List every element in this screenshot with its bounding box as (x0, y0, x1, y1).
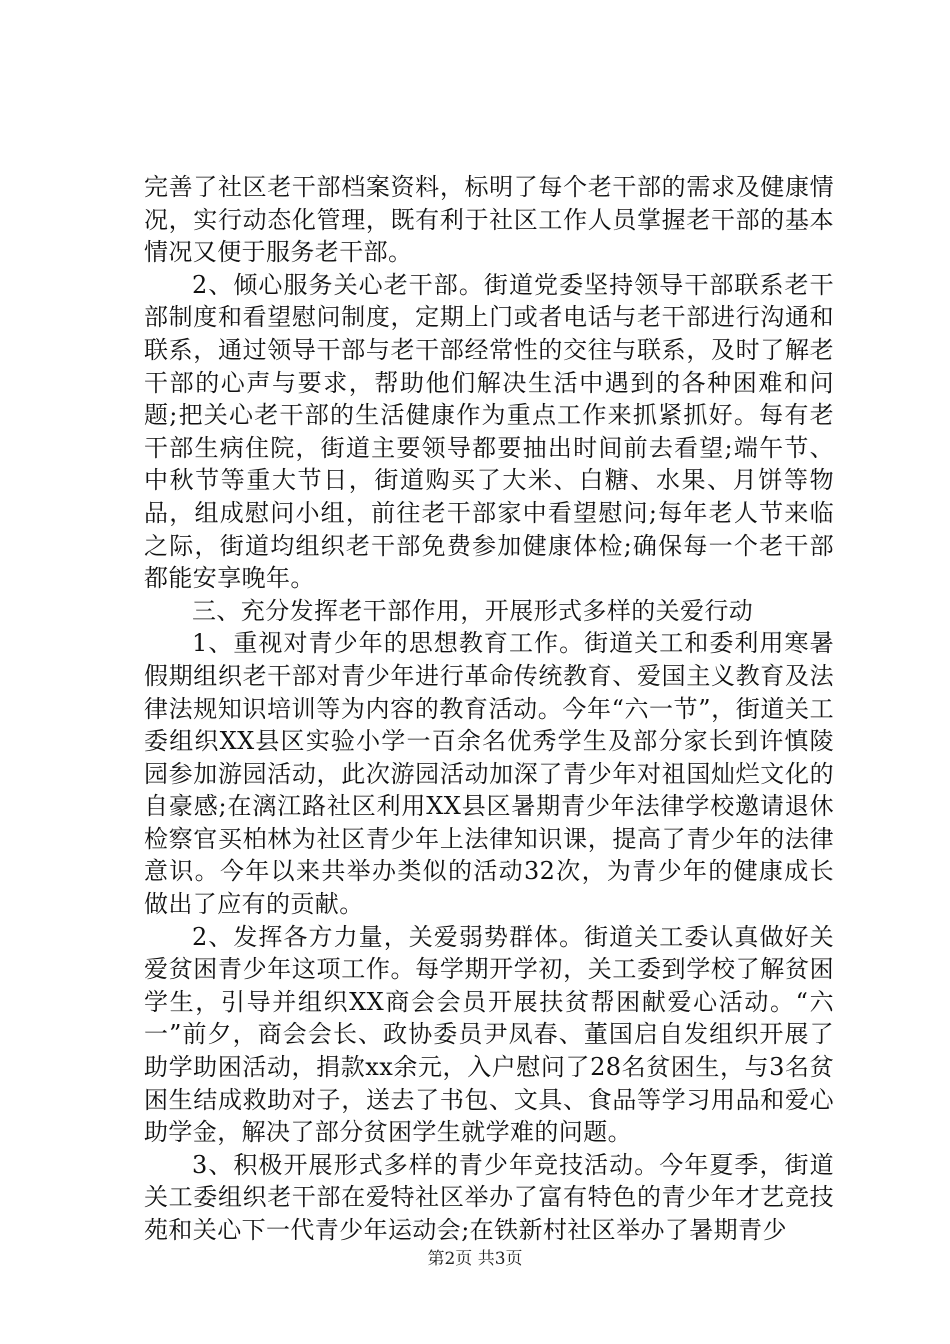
section-heading: 三、充分发挥老干部作用，开展形式多样的关爱行动 (192, 596, 754, 625)
paragraph-3: 1、重视对青少年的思想教育工作。街道关工和委利用寒暑假期组织老干部对青少年进行革命传统教育、爱国主义教育及法律法规知识培训等为内容的教育活动。今年“六一节”，街道关工委组织XX县区实验小学一百余名优秀学生及部分家长到许慎陵园参加游园活动，此次游园活动加深了青少年对祖国灿烂文化的自豪感;在漓江路社区利用XX县区暑期青少年法律学校邀请退休检察官买柏林为社区青少年上法律知识课，提高了青少年的法律意识。今年以来共举办类似的活动32次，为青少年的健康成长做出了应有的贡献。 (144, 629, 834, 919)
paragraph-5: 3、积极开展形式多样的青少年竞技活动。今年夏季，街道关工委组织老干部在爱特社区举办了富有特色的青少年才艺竞技苑和关心下一代青少年运动会;在铁新村社区举办了暑期青少 (144, 1150, 834, 1244)
paragraph-4: 2、发挥各方力量，关爱弱势群体。街道关工委认真做好关爱贫困青少年这项工作。每学期开学初，关工委到学校了解贫困学生，引导并组织XX商会会员开展扶贫帮困献爱心活动。“六一”前夕，商会会长、政协委员尹凤春、董国启自发组织开展了助学助困活动，捐款xx余元，入户慰问了28名贫困生，与3名贫困生结成救助对子，送去了书包、文具、食品等学习用品和爱心助学金，解决了部分贫困学生就学难的问题。 (144, 922, 834, 1147)
page-number: 第2页 共3页 (427, 1249, 523, 1269)
paragraph-1: 完善了社区老干部档案资料，标明了每个老干部的需求及健康情况，实行动态化管理，既有利于社区工作人员掌握老干部的基本情况又便于服务老干部。 (144, 173, 834, 267)
paragraph-2: 2、倾心服务关心老干部。街道党委坚持领导干部联系老干部制度和看望慰问制度，定期上门或者电话与老干部进行沟通和联系，通过领导干部与老干部经常性的交往与联系，及时了解老干部的心声与要求，帮助他们解决生活中遇到的各种困难和问题;把关心老干部的生活健康作为重点工作来抓紧抓好。每有老干部生病住院，街道主要领导都要抽出时间前去看望;端午节、中秋节等重大节日，街道购买了大米、白糖、水果、月饼等物品，组成慰问小组，前往老干部家中看望慰问;每年老人节来临之际，街道均组织老干部免费参加健康体检;确保每一个老干部都能安享晚年。 (144, 270, 834, 593)
document-body (144, 171, 834, 1247)
